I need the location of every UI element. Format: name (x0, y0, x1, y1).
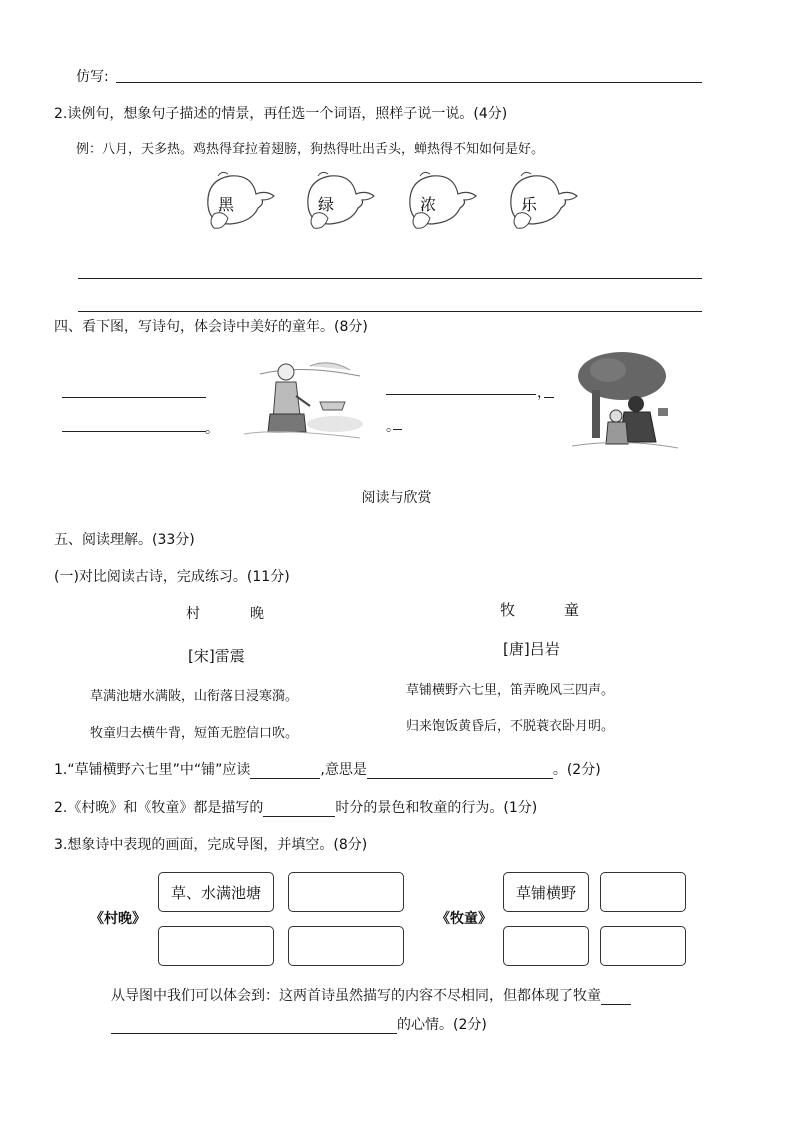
poem2-title-b: 童 (564, 601, 580, 619)
question-1 (54, 759, 601, 779)
poem1-title-a: 村 (186, 606, 200, 622)
poem2-line1: 草铺横野六七里，笛弄晚风三四声。 (406, 683, 615, 698)
question-3: 3.想象诗中表现的画面，完成导图，并填空。(8分) (54, 837, 368, 853)
mindmap-right-box-4[interactable] (600, 926, 686, 966)
word-bird-4 (503, 170, 583, 236)
word-bird-3 (402, 170, 482, 236)
word-bird-label: 乐 (520, 195, 537, 214)
imitate-answer-line[interactable] (116, 82, 702, 83)
q1-suffix: 。(2分) (552, 762, 601, 778)
herd-boy-illustration (572, 350, 678, 454)
mindmap-right-box-2[interactable] (600, 872, 686, 912)
imitate-label: 仿写: (76, 69, 109, 85)
q1-prefix: 1.“草铺横野六七里”中“铺”应读 (54, 762, 251, 778)
word-bird-1 (200, 170, 280, 236)
mindmap-right-label: 《牧童》 (436, 911, 492, 927)
q2b-suffix: 时分的景色和牧童的行为。(1分) (335, 800, 538, 816)
section-heading: 阅读与欣赏 (361, 490, 432, 506)
q2b-blank-time[interactable] (263, 802, 335, 817)
q2-answer-line-1[interactable] (78, 278, 702, 279)
poem2-line2: 归来饱饭黄昏后，不脱蓑衣卧月明。 (406, 719, 615, 734)
child-watering-illustration (240, 354, 366, 444)
conclusion-blank-2[interactable] (111, 1019, 397, 1034)
s4-left-period: 。 (205, 421, 219, 437)
poem1-author: [宋]雷震 (188, 647, 245, 665)
mindmap-left-label: 《村晚》 (90, 911, 146, 927)
word-bird-label: 绿 (317, 195, 334, 214)
conclusion-blank-1[interactable] (601, 990, 631, 1005)
question-2 (54, 797, 537, 817)
q1-blank-meaning[interactable] (367, 764, 553, 779)
poem1-line2: 牧童归去横牛背，短笛无腔信口吹。 (90, 726, 299, 741)
word-bird-label: 黑 (217, 195, 234, 214)
mindmap-left-box-1: 草、水满池塘 (158, 872, 274, 912)
q2b-prefix: 2.《村晚》和《牧童》都是描写的 (54, 800, 264, 816)
poem1-line1: 草满池塘水满陂，山衔落日浸寒漪。 (90, 689, 299, 704)
q1-blank-pronunciation[interactable] (250, 764, 320, 779)
s4-right-line-1[interactable] (386, 394, 536, 395)
s4-left-line-1[interactable] (62, 397, 206, 398)
conclusion-text-b: 的心情。(2分) (397, 1017, 487, 1033)
mindmap-right-box-3[interactable] (503, 926, 589, 966)
poem1-title-b: 晚 (250, 606, 264, 622)
conclusion-line-1 (111, 985, 631, 1005)
s5-title: 五、阅读理解。(33分) (54, 532, 195, 548)
mindmap-right-box-1: 草铺横野 (503, 872, 589, 912)
q2-example: 例：八月，天多热。鸡热得耷拉着翅膀，狗热得吐出舌头，蝉热得不知如何是好。 (76, 142, 545, 157)
mindmap-left-box-2[interactable] (288, 872, 404, 912)
mindmap-left-box-4[interactable] (288, 926, 404, 966)
poem2-author: [唐]吕岩 (503, 640, 560, 658)
conclusion-line-2 (111, 1014, 487, 1034)
poem2-title-a: 牧 (500, 601, 516, 619)
mindmap-left-box-3[interactable] (158, 926, 274, 966)
s4-right-line-1b[interactable] (544, 397, 554, 398)
s4-right-line-2[interactable] (393, 429, 402, 430)
s4-right-comma: ， (537, 385, 551, 401)
q1-mid: ,意思是 (320, 762, 367, 778)
s4-left-line-2[interactable] (62, 431, 206, 432)
s4-title: 四、看下图，写诗句，体会诗中美好的童年。(8分) (54, 319, 368, 335)
q2-title: 2.读例句，想象句子描述的情景，再任选一个词语，照样子说一说。(4分) (54, 106, 508, 122)
q2-answer-line-2[interactable] (78, 311, 702, 312)
s5-part1: (一)对比阅读古诗，完成练习。(11分) (54, 569, 290, 585)
s4-right-period: 。 (386, 419, 400, 435)
conclusion-text-a: 从导图中我们可以体会到：这两首诗虽然描写的内容不尽相同，但都体现了牧童 (111, 988, 601, 1004)
word-bird-2 (300, 170, 380, 236)
word-bird-label: 浓 (419, 195, 436, 214)
